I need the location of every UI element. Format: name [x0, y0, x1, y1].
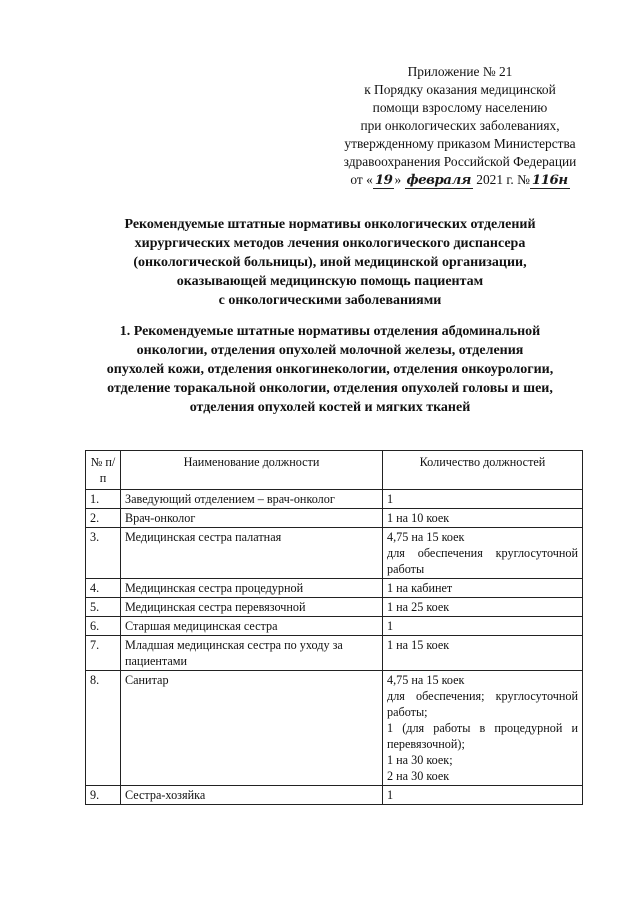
appendix-line: здравоохранения Российской Федерации — [343, 154, 577, 169]
section-heading-line: 1. Рекомендуемые штатные нормативы отделения абдоминальной — [119, 324, 541, 339]
table-row — [86, 598, 583, 617]
row-quantity — [383, 786, 583, 805]
quantity-line: для обеспечения; круглосуточной работы; — [387, 689, 578, 719]
table-row — [86, 636, 583, 671]
row-position: Сестра-хозяйка — [121, 786, 383, 805]
quantity-line: 1 (для работы в процедурной и перевязочной); — [387, 721, 578, 751]
header-quantity: Количество должностей — [383, 451, 583, 490]
row-quantity — [383, 579, 583, 598]
quantity-line: 1 на 15 коек — [387, 638, 450, 652]
row-position: Врач-онколог — [121, 509, 383, 528]
row-number: 7. — [86, 636, 121, 671]
date-day-handwritten: 19 — [374, 172, 393, 188]
order-date-line — [300, 171, 620, 189]
row-number: 8. — [86, 671, 121, 786]
row-number: 2. — [86, 509, 121, 528]
table-row — [86, 786, 583, 805]
quantity-line: 1 на 10 коек — [387, 511, 450, 525]
quantity-line: 1 на 25 коек — [387, 600, 450, 614]
title-line: Рекомендуемые штатные нормативы онкологических отделений — [124, 217, 536, 232]
quantity-line: 4,75 на 15 коек — [387, 530, 465, 544]
row-position: Медицинская сестра палатная — [121, 528, 383, 579]
quantity-line: 1 на кабинет — [387, 581, 453, 595]
row-quantity — [383, 528, 583, 579]
quantity-line: 2 на 30 коек — [387, 769, 450, 783]
table-row — [86, 490, 583, 509]
row-quantity — [383, 671, 583, 786]
order-number-handwritten: 116н — [531, 172, 568, 188]
appendix-header — [300, 63, 620, 189]
row-position: Заведующий отделением – врач-онколог — [121, 490, 383, 509]
row-quantity — [383, 636, 583, 671]
quantity-line: 1 — [387, 619, 394, 633]
quantity-line: 4,75 на 15 коек — [387, 673, 465, 687]
header-position: Наименование должности — [121, 451, 383, 490]
quantity-line: для обеспечения круглосуточной работы — [387, 546, 578, 576]
row-number: 1. — [86, 490, 121, 509]
date-mid: » — [394, 172, 402, 187]
title-line: (онкологической больницы), иной медицинской организации, — [133, 255, 527, 270]
row-quantity — [383, 617, 583, 636]
title-line: хирургических методов лечения онкологического диспансера — [134, 236, 526, 251]
table-row — [86, 509, 583, 528]
row-number: 6. — [86, 617, 121, 636]
staffing-table — [85, 450, 583, 805]
header-number: № п/п — [86, 451, 121, 490]
table-row — [86, 617, 583, 636]
appendix-line: к Порядку оказания медицинской — [364, 82, 556, 97]
appendix-line: при онкологических заболеваниях, — [360, 118, 560, 133]
document-title — [60, 215, 600, 310]
table-header-row — [86, 451, 583, 490]
row-number: 5. — [86, 598, 121, 617]
section-heading — [60, 322, 600, 417]
title-line: оказывающей медицинскую помощь пациентам — [176, 274, 484, 289]
row-position: Младшая медицинская сестра по уходу за пациентами — [121, 636, 383, 671]
table-row — [86, 671, 583, 786]
date-prefix: от « — [350, 172, 373, 187]
row-position: Старшая медицинская сестра — [121, 617, 383, 636]
row-position: Санитар — [121, 671, 383, 786]
section-heading-line: онкологии, отделения опухолей молочной железы, отделения — [136, 343, 524, 358]
date-year: 2021 г. № — [476, 172, 530, 187]
quantity-line: 1 на 30 коек; — [387, 753, 453, 767]
table-row — [86, 528, 583, 579]
row-number: 3. — [86, 528, 121, 579]
row-number: 4. — [86, 579, 121, 598]
appendix-line: утвержденному приказом Министерства — [344, 136, 576, 151]
section-heading-line: отделения опухолей костей и мягких тканей — [189, 400, 471, 415]
date-month-handwritten: февраля — [406, 172, 471, 188]
row-quantity — [383, 509, 583, 528]
section-heading-line: опухолей кожи, отделения онкогинекологии, отделения онкоурологии, — [106, 362, 554, 377]
quantity-line: 1 — [387, 788, 394, 802]
row-number: 9. — [86, 786, 121, 805]
row-position: Медицинская сестра процедурной — [121, 579, 383, 598]
title-line: с онкологическими заболеваниями — [218, 293, 442, 308]
appendix-line: помощи взрослому населению — [372, 100, 548, 115]
quantity-line: 1 — [387, 492, 394, 506]
row-quantity — [383, 490, 583, 509]
table-row — [86, 579, 583, 598]
row-quantity — [383, 598, 583, 617]
appendix-line: Приложение № 21 — [407, 64, 513, 79]
row-position: Медицинская сестра перевязочной — [121, 598, 383, 617]
section-heading-line: отделение торакальной онкологии, отделения опухолей головы и шеи, — [107, 381, 553, 396]
